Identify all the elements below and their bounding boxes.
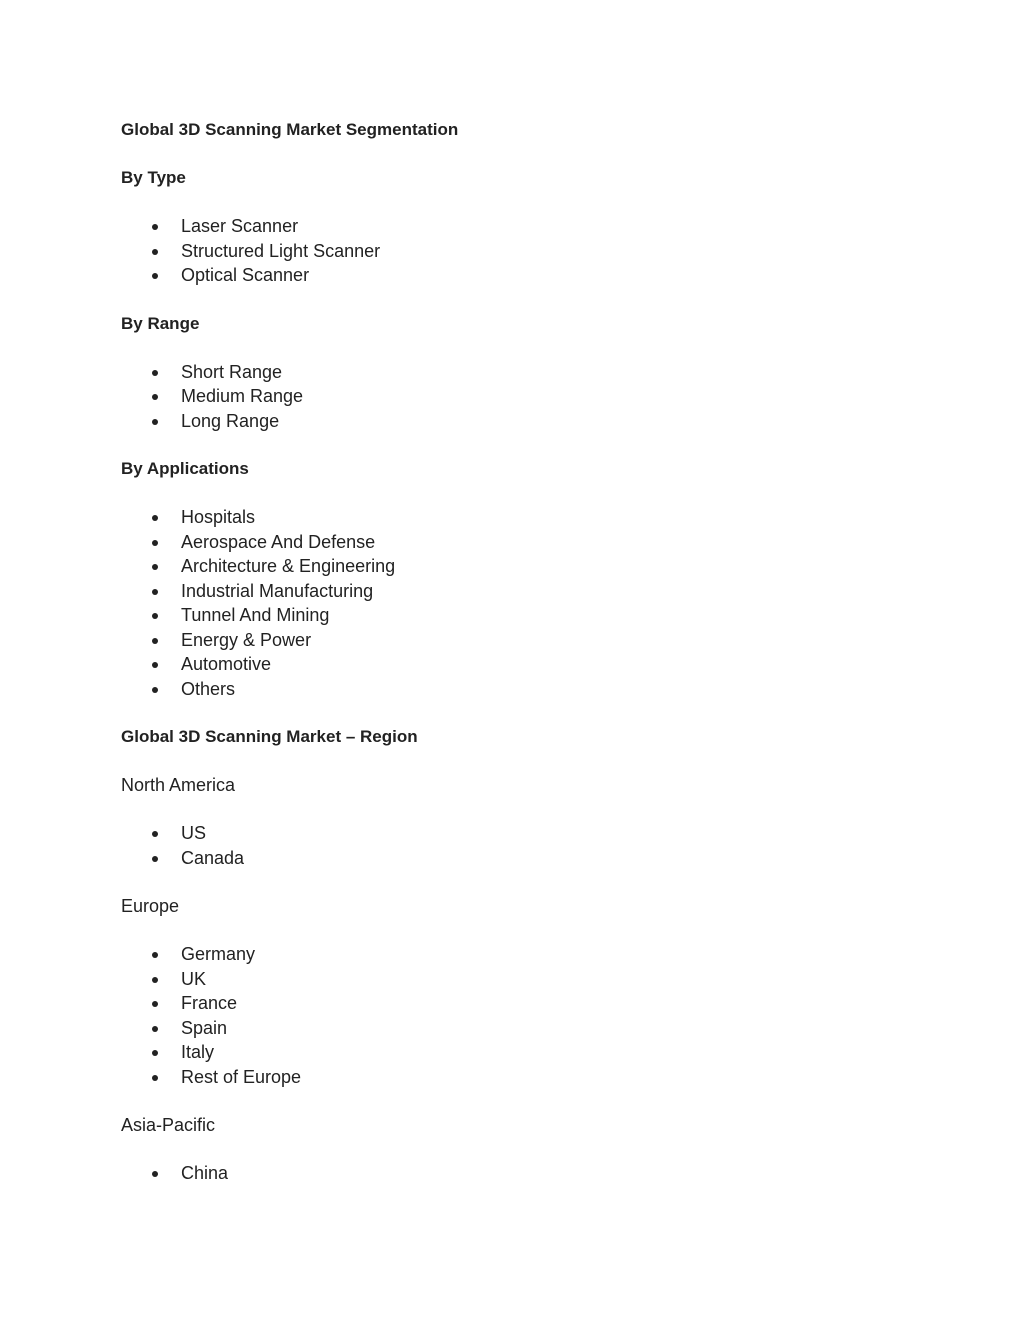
list-item-label: Architecture & Engineering bbox=[181, 556, 396, 576]
document-title: Global 3D Scanning Market Segmentation bbox=[121, 120, 459, 139]
list-item-label: Aerospace And Defense bbox=[181, 531, 376, 552]
list-item bbox=[121, 530, 921, 555]
list-item bbox=[121, 1016, 921, 1041]
list-item-label: Laser Scanner bbox=[181, 216, 299, 236]
list-item bbox=[121, 384, 921, 409]
by-type-list bbox=[121, 214, 921, 288]
bullet-icon bbox=[152, 540, 158, 546]
by-applications-list bbox=[121, 505, 921, 701]
by-range-list bbox=[121, 360, 921, 434]
list-item-label: Optical Scanner bbox=[181, 265, 310, 285]
list-item bbox=[121, 554, 921, 579]
list-item bbox=[121, 1040, 921, 1065]
list-item-label: Structured Light Scanner bbox=[181, 240, 381, 261]
bullet-icon bbox=[152, 1050, 158, 1056]
north-america-label: North America bbox=[121, 775, 236, 795]
bullet-icon bbox=[152, 1171, 158, 1177]
list-item-label: China bbox=[181, 1163, 229, 1183]
bullet-icon bbox=[152, 1001, 158, 1007]
list-item-label: Long Range bbox=[181, 410, 280, 431]
bullet-icon bbox=[152, 273, 158, 279]
list-item-label: Others bbox=[181, 678, 236, 699]
list-item-label: Medium Range bbox=[181, 386, 304, 406]
list-item bbox=[121, 603, 921, 628]
list-item-label: Canada bbox=[181, 847, 245, 868]
list-item bbox=[121, 214, 921, 239]
bullet-icon bbox=[152, 952, 158, 958]
bullet-icon bbox=[152, 977, 158, 983]
list-item-label: Germany bbox=[181, 944, 256, 964]
asia-pacific-label: Asia-Pacific bbox=[121, 1115, 216, 1135]
europe-list bbox=[121, 942, 921, 1089]
bullet-icon bbox=[152, 419, 158, 425]
list-item bbox=[121, 263, 921, 288]
bullet-icon bbox=[152, 638, 158, 644]
list-item bbox=[121, 652, 921, 677]
list-item-label: Italy bbox=[181, 1042, 215, 1062]
bullet-icon bbox=[152, 394, 158, 400]
bullet-icon bbox=[152, 224, 158, 230]
list-item bbox=[121, 967, 921, 992]
bullet-icon bbox=[152, 687, 158, 693]
region-heading: Global 3D Scanning Market – Region bbox=[121, 727, 418, 746]
list-item-label: Energy & Power bbox=[181, 629, 312, 650]
by-range-heading: By Range bbox=[121, 313, 200, 333]
list-item-label: Tunnel And Mining bbox=[181, 605, 330, 625]
list-item bbox=[121, 360, 921, 385]
bullet-icon bbox=[152, 564, 158, 570]
bullet-icon bbox=[152, 370, 158, 376]
bullet-icon bbox=[152, 1026, 158, 1032]
list-item bbox=[121, 505, 921, 530]
list-item bbox=[121, 942, 921, 967]
list-item bbox=[121, 846, 921, 871]
north-america-list bbox=[121, 821, 921, 870]
list-item-label: US bbox=[181, 823, 207, 843]
list-item-label: Hospitals bbox=[181, 507, 256, 527]
list-item bbox=[121, 1065, 921, 1090]
asia-pacific-list bbox=[121, 1161, 921, 1186]
list-item-label: UK bbox=[181, 968, 207, 989]
list-item bbox=[121, 821, 921, 846]
list-item-label: Industrial Manufacturing bbox=[181, 580, 374, 601]
bullet-icon bbox=[152, 613, 158, 619]
by-applications-heading: By Applications bbox=[121, 459, 249, 478]
list-item bbox=[121, 409, 921, 434]
list-item bbox=[121, 991, 921, 1016]
list-item-label: Rest of Europe bbox=[181, 1066, 302, 1087]
list-item-label: Short Range bbox=[181, 361, 283, 382]
bullet-icon bbox=[152, 515, 158, 521]
list-item-label: Spain bbox=[181, 1017, 228, 1038]
europe-label: Europe bbox=[121, 896, 180, 916]
bullet-icon bbox=[152, 1075, 158, 1081]
list-item bbox=[121, 628, 921, 653]
bullet-icon bbox=[152, 249, 158, 255]
list-item-label: France bbox=[181, 993, 238, 1013]
bullet-icon bbox=[152, 662, 158, 668]
by-type-heading: By Type bbox=[121, 168, 186, 187]
bullet-icon bbox=[152, 831, 158, 837]
list-item bbox=[121, 239, 921, 264]
bullet-icon bbox=[152, 589, 158, 595]
list-item-label: Automotive bbox=[181, 654, 272, 674]
list-item bbox=[121, 677, 921, 702]
list-item bbox=[121, 579, 921, 604]
list-item bbox=[121, 1161, 921, 1186]
document-content bbox=[121, 118, 921, 1210]
bullet-icon bbox=[152, 856, 158, 862]
